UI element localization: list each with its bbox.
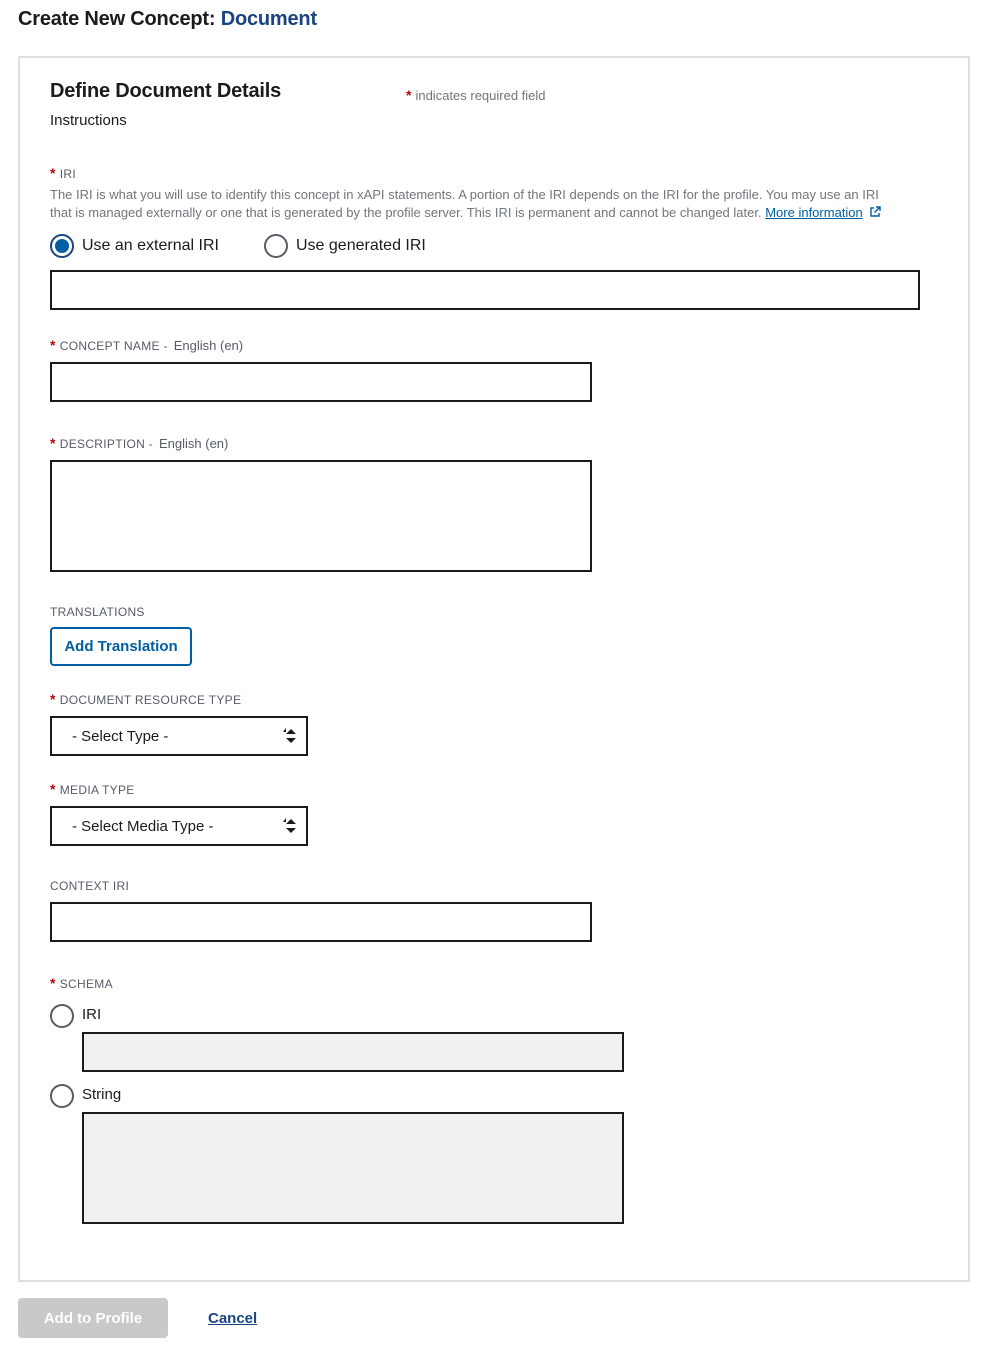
instructions-link[interactable]: Instructions: [50, 112, 127, 129]
page-title-type: Document: [220, 8, 317, 30]
radio-schema-string[interactable]: [50, 1084, 74, 1108]
external-link-icon: [869, 206, 881, 218]
radio-schema-iri-label[interactable]: IRI: [82, 1006, 102, 1023]
concept-name-input[interactable]: [50, 362, 592, 402]
radio-external-iri-label[interactable]: Use an external IRI: [82, 237, 219, 254]
media-type-select[interactable]: [50, 806, 308, 846]
description-textarea[interactable]: [50, 460, 592, 572]
page-title: [18, 8, 317, 31]
translations-label: TRANSLATIONS: [50, 605, 145, 619]
iri-hint: The IRI is what you will use to identify this concept in xAPI statements. A portion of the IRI depends on the IRI for the profile. You may use an IRI that is managed externally or one that is generated by the profile server. This IRI is permanent and cannot be changed later. More information: [50, 187, 879, 220]
concept-name-language: English (en): [173, 338, 244, 353]
required-marker: *: [406, 87, 412, 103]
concept-name-label: * CONCEPT NAME - English (en): [50, 337, 244, 353]
resource-type-select[interactable]: [50, 716, 308, 756]
media-type-selected: - Select Media Type -: [72, 817, 214, 835]
radio-generated-iri[interactable]: [264, 234, 288, 258]
more-information-link[interactable]: More information: [765, 205, 863, 220]
iri-label: * IRI: [50, 165, 76, 181]
description-label: * DESCRIPTION - English (en): [50, 435, 229, 451]
resource-type-selected: - Select Type -: [72, 727, 169, 745]
media-type-label: * MEDIA TYPE: [50, 781, 135, 797]
iri-input[interactable]: [50, 270, 920, 310]
select-arrows-icon: [282, 816, 300, 836]
resource-type-label: * DOCUMENT RESOURCE TYPE: [50, 691, 242, 707]
cancel-link[interactable]: Cancel: [208, 1310, 258, 1327]
radio-external-iri[interactable]: [50, 234, 74, 258]
radio-generated-iri-label[interactable]: Use generated IRI: [296, 237, 426, 254]
section-title: Define Document Details: [50, 80, 282, 102]
required-field-note: * indicates required field: [406, 87, 546, 103]
schema-string-textarea[interactable]: [82, 1112, 624, 1224]
schema-iri-input[interactable]: [82, 1032, 624, 1072]
radio-schema-string-label[interactable]: String: [82, 1086, 122, 1103]
page-title-prefix: Create New Concept:: [18, 8, 216, 30]
add-translation-button[interactable]: Add Translation: [50, 627, 192, 666]
radio-schema-iri[interactable]: [50, 1004, 74, 1028]
schema-label: * SCHEMA: [50, 975, 113, 991]
context-iri-input[interactable]: [50, 902, 592, 942]
context-iri-label: CONTEXT IRI: [50, 879, 130, 893]
select-arrows-icon: [282, 726, 300, 746]
add-to-profile-button[interactable]: Add to Profile: [18, 1298, 168, 1338]
description-language: English (en): [159, 436, 229, 451]
